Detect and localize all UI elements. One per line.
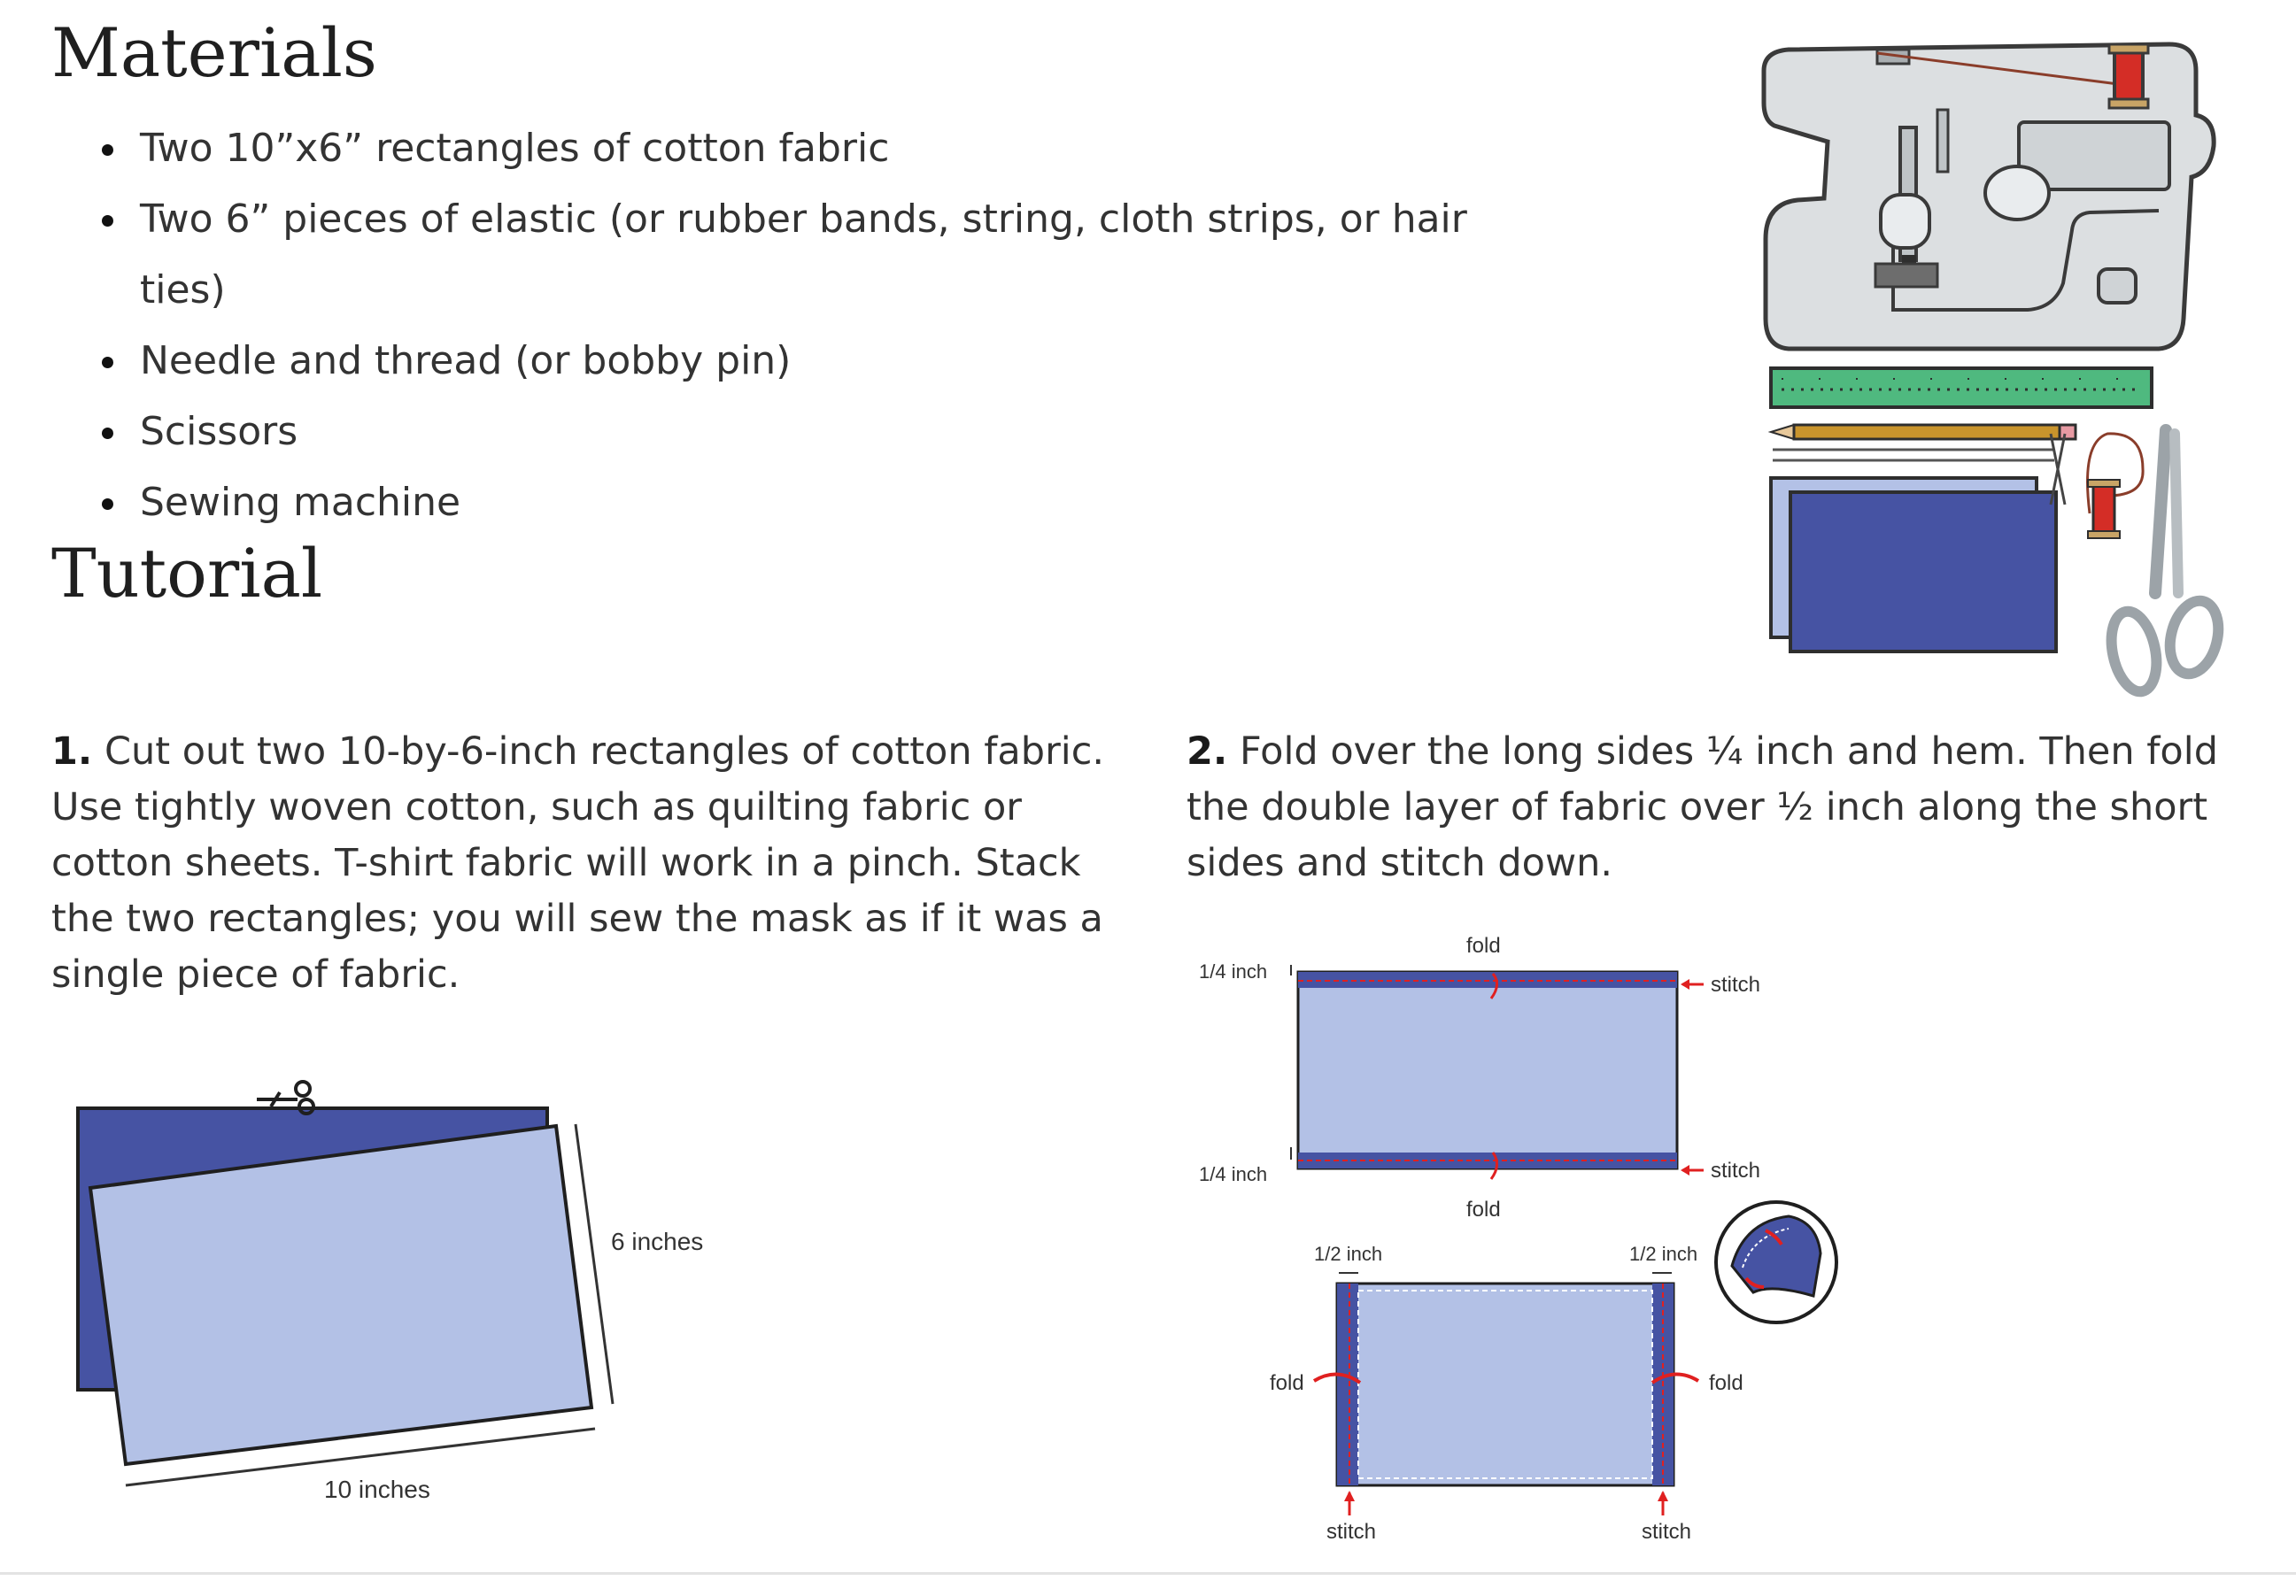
stitch-label: stitch (1642, 1520, 1692, 1544)
sewing-machine-icon (1764, 44, 2214, 349)
fold-label: fold (1270, 1371, 1304, 1395)
fabric-front (90, 1126, 591, 1464)
pencil-icon (1771, 425, 2076, 460)
half-inch-label: 1/2 inch (1629, 1243, 1698, 1265)
fold-detail-magnifier (1716, 1202, 1836, 1322)
ruler-icon (1771, 368, 2152, 407)
list-item: Sewing machine (51, 467, 1557, 538)
fold-label: fold (1709, 1371, 1743, 1395)
list-item: Needle and thread (or bobby pin) (51, 326, 1557, 397)
list-item: Scissors (51, 397, 1557, 467)
materials-illustration (1736, 18, 2231, 699)
stitch-label: stitch (1711, 973, 1761, 997)
step-2 (1187, 724, 2249, 891)
scissors-icon (2105, 430, 2225, 696)
step-text: Fold over the long sides ¼ inch and hem. Then fold the double layer of fabric over ½ inch along the short sides and stitch down. (1187, 729, 2218, 885)
fabric-icon (1771, 478, 2056, 652)
divider (0, 1572, 2296, 1575)
thread-spool-icon (2051, 434, 2143, 538)
diagram-fold-stitch (1187, 921, 1859, 1558)
fold-label: fold (1466, 934, 1501, 958)
tutorial-heading: Tutorial (51, 534, 323, 613)
step-text: Cut out two 10-by-6-inch rectangles of cotton fabric. Use tightly woven cotton, such as quilting fabric or cotton sheets. T-shirt fabric will work in a pinch. Stack the two rectangles; you will sew the mask as if it was a single piece of fabric. (51, 729, 1105, 997)
step-1 (51, 724, 1114, 1003)
stitch-label: stitch (1326, 1520, 1377, 1544)
stitch-label: stitch (1711, 1159, 1761, 1183)
diagram-cut-rectangles (53, 1053, 744, 1514)
width-label: 10 inches (324, 1476, 430, 1503)
list-item: Two 10”x6” rectangles of cotton fabric (51, 113, 1557, 184)
quarter-inch-label: 1/4 inch (1199, 960, 1268, 983)
step-number: 1. (51, 729, 93, 774)
height-label: 6 inches (611, 1228, 704, 1255)
step-number: 2. (1187, 729, 1228, 774)
materials-heading: Materials (51, 13, 377, 92)
fold-label: fold (1466, 1198, 1501, 1222)
quarter-inch-label: 1/4 inch (1199, 1163, 1268, 1185)
materials-list (51, 113, 1557, 538)
list-item: Two 6” pieces of elastic (or rubber bands, string, cloth strips, or hair ties) (51, 184, 1557, 326)
fold-long-sides-panel (1291, 965, 1704, 1179)
half-inch-label: 1/2 inch (1314, 1243, 1383, 1265)
fold-short-sides-panel (1314, 1273, 1698, 1515)
